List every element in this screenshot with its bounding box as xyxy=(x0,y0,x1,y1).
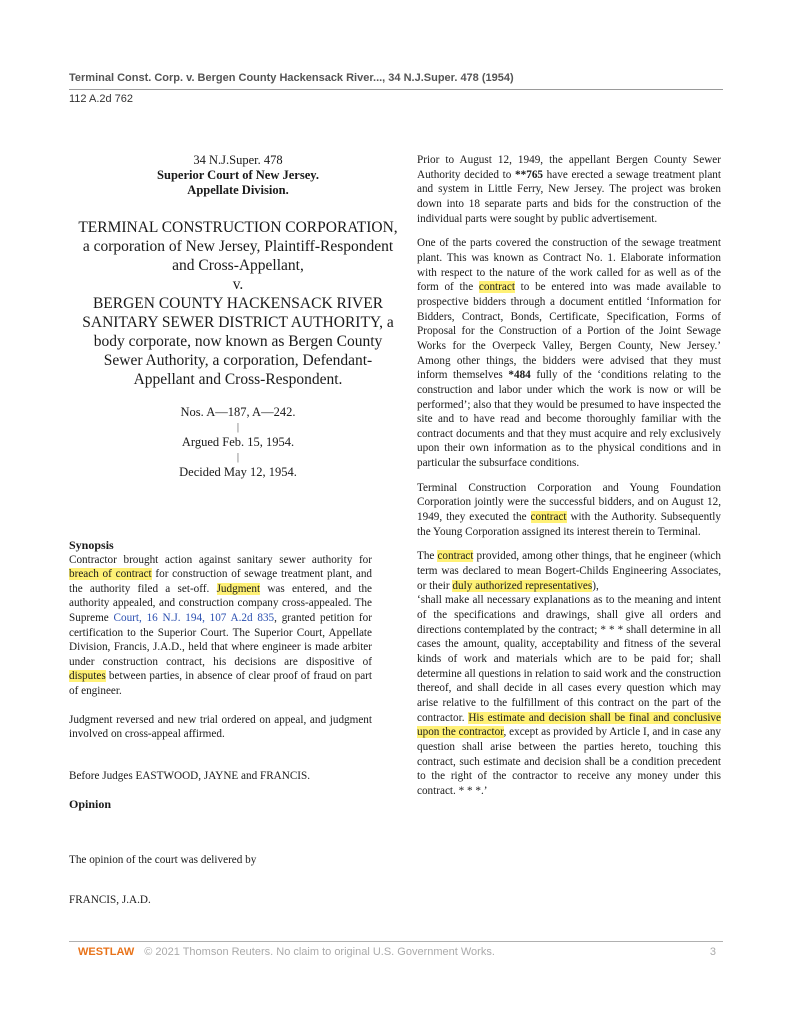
separator-2: | xyxy=(236,451,240,463)
footer-rule xyxy=(69,941,723,942)
opinion-author: FRANCIS, J.A.D. xyxy=(69,893,151,906)
search-highlight: His estimate and decision shall be final and conclusive upon the contractor xyxy=(417,711,721,739)
defendant-name: BERGEN COUNTY HACKENSACK RIVER SANITARY SEWER DISTRICT AUTHORITY, a body corporate, now known as Bergen County Sewer Authority, a corporation, Defendant-Appellant and Cross-Respondent. xyxy=(82,295,394,388)
quote-text-a: ‘shall make all necessary explanations as to the meaning and intent of the specifications and drawings, shall give all orders and directions contemplated by the contract; * * * shall determine in all cases the amount, quality, acceptability and fitness of the several kinds of work and materials which are to be paid for; shall determine all questions in relation to said work and the construction thereof, and shall decide in all cases every question which may arise relative to the fulfillment of this contract on the part of the contractor. xyxy=(417,594,721,724)
synopsis-heading: Synopsis xyxy=(69,538,114,552)
plaintiff-name: TERMINAL CONSTRUCTION CORPORATION, a corporation of New Jersey, Plaintiff-Respondent and Cross-Appellant, xyxy=(78,219,398,274)
page-footer xyxy=(78,946,716,958)
p4-text-c: ), xyxy=(592,579,599,592)
paragraph-2 xyxy=(417,236,721,471)
case-parties xyxy=(76,218,400,389)
paragraph-3 xyxy=(417,481,721,540)
panel-judges: Before Judges EASTWOOD, JAYNE and FRANCIS. xyxy=(69,769,311,782)
p2-text-b: to be entered into was made available to prospective bidders through a document entitled ‘Information for Bidders, Contract, Bonds, Certificate, Specification, Forms of Proposal for the Construction of a Portion of the Joint Sewage Works for the Overpeck Valley, Bergen County, New Jersey.’ Among other things, the bidders were advised that they must inform themselves xyxy=(417,281,721,382)
p4-text-b: provided, among other things, that he engineer (which term was declared to mean Bogert-Childs Engineering Associates, or their xyxy=(417,550,721,592)
docket-numbers: Nos. A—187, A—242. xyxy=(180,405,296,419)
synopsis-column xyxy=(69,538,372,907)
court-division: Appellate Division. xyxy=(187,183,289,197)
search-highlight: disputes xyxy=(69,670,106,683)
docket-dates xyxy=(76,405,400,480)
copyright-notice: © 2021 Thomson Reuters. No claim to original U.S. Government Works. xyxy=(144,946,495,958)
p1-text-a: Prior to August 12, 1949, the appellant Bergen County Sewer Authority decided to xyxy=(417,154,721,181)
document-header-title: Terminal Const. Corp. v. Bergen County Hackensack River..., 34 N.J.Super. 478 (1954) xyxy=(69,72,514,84)
search-highlight: contract xyxy=(530,511,567,524)
paragraph-4 xyxy=(417,549,721,593)
reporter-citation: 112 A.2d 762 xyxy=(69,93,134,105)
court-name: Superior Court of New Jersey. xyxy=(157,168,319,182)
synopsis-text xyxy=(69,553,372,699)
opinion-column xyxy=(417,153,721,809)
synopsis-text-4: , granted petition for certification to the Superior Court. The Superior Court, Appellate Division, Francis, J.A.D., held that where engineer is made arbiter under construction contract, his decisions are dispositive of xyxy=(69,611,372,668)
case-caption xyxy=(76,153,400,480)
synopsis-text-1: Contractor brought action against sanitary sewer authority for xyxy=(69,553,372,566)
search-highlight: breach of contract xyxy=(69,568,152,581)
disposition-text: Judgment reversed and new trial ordered on appeal, and judgment involved on cross-appeal affirmed. xyxy=(69,713,372,741)
header-rule xyxy=(69,89,723,90)
page-number: 3 xyxy=(709,946,716,958)
westlaw-logo: WESTLAW xyxy=(78,946,135,958)
paragraph-1 xyxy=(417,153,721,226)
opinion-heading: Opinion xyxy=(69,797,112,812)
p1-text-b: have erected a sewage treatment plant and system in Little Ferry, New Jersey. The project was broken down into 18 separate parts and bids for the construction of the individual parts were sought by public advertisement. xyxy=(417,168,721,225)
p3-text-b: with the Authority. Subsequently the Young Corporation assigned its interest therein to Terminal. xyxy=(417,511,721,538)
search-highlight: Judgment xyxy=(216,582,261,595)
synopsis-text-5: between parties, in absence of clear proof of fraud on part of engineer. xyxy=(69,670,372,697)
opinion-delivered-by: The opinion of the court was delivered by xyxy=(69,853,257,866)
synopsis-text-2: for construction of sewage treatment plant, and the authority filed a set-off. xyxy=(69,568,373,595)
decided-date: Decided May 12, 1954. xyxy=(179,465,297,479)
argued-date: Argued Feb. 15, 1954. xyxy=(181,435,295,449)
quote-text-b: , except as provided by Article I, and in case any question shall arise between the parties hereto, touching this contract, such estimate and decision shall be a condition precedent to the right of the contractor to receive any money under this contract. * * *.’ xyxy=(417,726,722,797)
citation-link[interactable]: Court, 16 N.J. 194, 107 A.2d 835 xyxy=(113,611,275,624)
search-highlight: contract xyxy=(478,281,515,294)
p2-text-c: fully of the ‘conditions relating to the construction and labor under which the work is now or will be performed’; also that they would be presumed to have inspected the site and to have read and become thoroughly familiar with the contract documents and that they must acquire and rely exclusively upon their own information as to the physical conditions and in particular the subsurface conditions. xyxy=(417,369,721,470)
synopsis-text-3: was entered, and the authority appealed, and construction company cross-appealed. The Supreme xyxy=(69,582,372,624)
separator-1: | xyxy=(236,421,240,433)
star-page-765: **765 xyxy=(515,168,543,181)
contract-quote xyxy=(417,593,721,798)
search-highlight: contract xyxy=(437,550,474,563)
star-page-484: *484 xyxy=(508,369,531,382)
p3-text-a: Terminal Construction Corporation and Young Foundation Corporation jointly were the successful bidders, and on August 12, 1949, they executed the xyxy=(417,481,721,524)
versus-label: v. xyxy=(232,276,244,293)
p2-text-a: One of the parts covered the construction of the sewage treatment plant. This was known as Contract No. 1. Elaborate information with respect to the nature of the work called for as well as of the form of the xyxy=(417,237,721,294)
search-highlight: duly authorized representatives xyxy=(452,579,593,592)
case-citation: 34 N.J.Super. 478 xyxy=(193,153,283,167)
p4-text-a: The xyxy=(417,550,438,563)
